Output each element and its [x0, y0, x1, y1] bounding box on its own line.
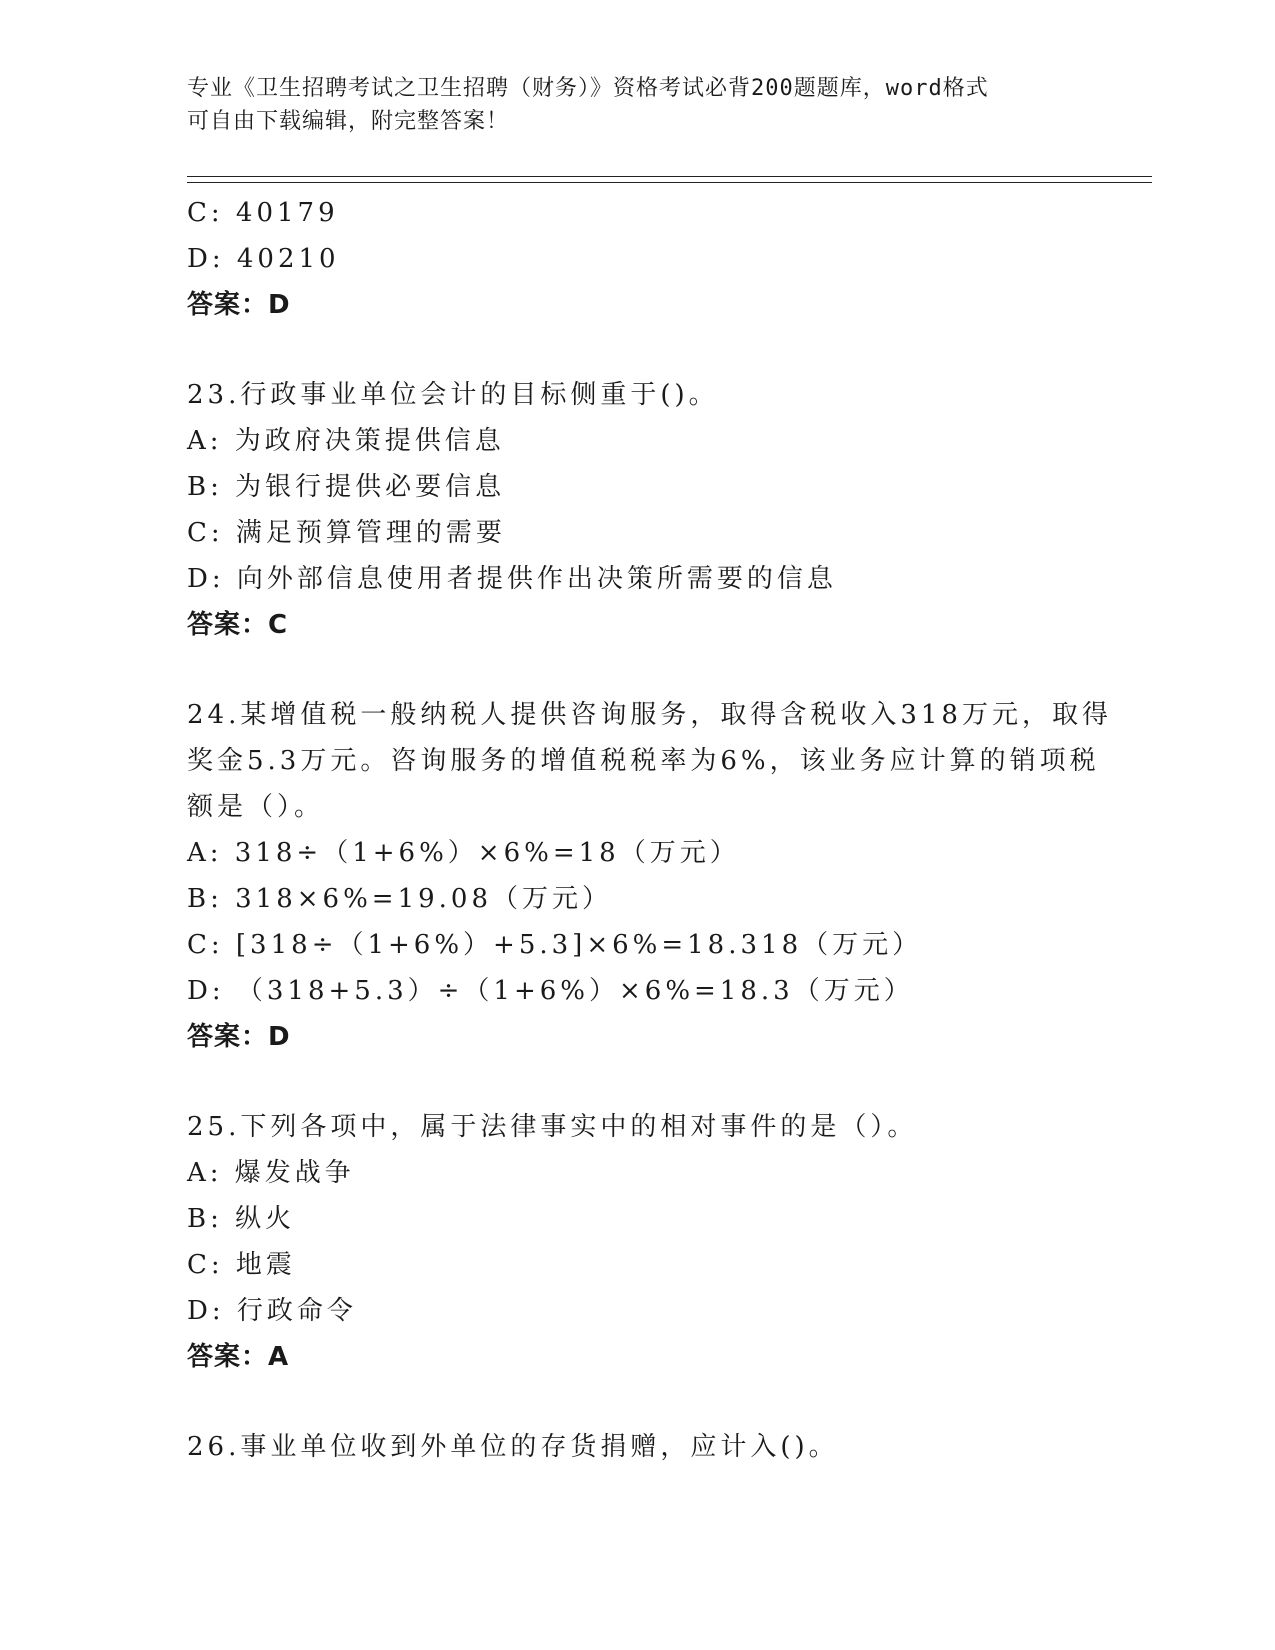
answer-label: 答案：C — [187, 610, 289, 640]
header-title-line-2: 可自由下载编辑，附完整答案！ — [187, 109, 510, 134]
option-d: D: 40210 — [187, 244, 340, 274]
option-a: A: 为政府决策提供信息 — [187, 426, 505, 456]
header-divider-bottom — [187, 182, 1152, 183]
option-d: D: （318+5.3）÷（1+6%）×6%=18.3（万元） — [187, 976, 914, 1006]
question-24 — [187, 692, 1112, 1060]
answer-label: 答案：A — [187, 1342, 290, 1372]
option-c: C: 满足预算管理的需要 — [187, 518, 506, 548]
option-b: B: 纵火 — [187, 1204, 296, 1234]
option-d: D: 行政命令 — [187, 1296, 357, 1326]
header-divider-top — [187, 176, 1152, 177]
option-a: A: 爆发战争 — [187, 1158, 355, 1188]
question-23 — [187, 372, 1087, 648]
question-list — [187, 190, 1112, 1470]
header-title-line-1: 专业《卫生招聘考试之卫生招聘（财务）》资格考试必背200题题库，word格式 — [187, 76, 989, 101]
option-b: B: 318×6%=19.08（万元） — [187, 884, 613, 914]
option-c: C: 地震 — [187, 1250, 296, 1280]
question-stem: 26.事业单位收到外单位的存货捐赠，应计入()。 — [187, 1432, 839, 1462]
question-22-tail — [187, 190, 1087, 328]
option-a: A: 318÷（1+6%）×6%=18（万元） — [187, 838, 740, 868]
question-stem: 23.行政事业单位会计的目标侧重于()。 — [187, 380, 719, 410]
option-d: D: 向外部信息使用者提供作出决策所需要的信息 — [187, 564, 837, 594]
question-26 — [187, 1424, 1087, 1470]
document-header — [187, 72, 1087, 138]
question-stem-line-2: 奖金5.3万元。咨询服务的增值税税率为6%，该业务应计算的销项税 — [187, 746, 1100, 776]
answer-label: 答案：D — [187, 1022, 291, 1052]
question-25 — [187, 1104, 1087, 1380]
option-c: C: [318÷（1+6%）+5.3]×6%=18.318（万元） — [187, 930, 923, 960]
question-stem-line-1: 24.某增值税一般纳税人提供咨询服务，取得含税收入318万元，取得 — [187, 700, 1112, 730]
question-stem-line-3: 额是（）。 — [187, 792, 325, 822]
question-stem: 25.下列各项中，属于法律事实中的相对事件的是（）。 — [187, 1112, 918, 1142]
answer-label: 答案：D — [187, 290, 291, 320]
option-b: B: 为银行提供必要信息 — [187, 472, 506, 502]
option-c: C: 40179 — [187, 198, 339, 228]
